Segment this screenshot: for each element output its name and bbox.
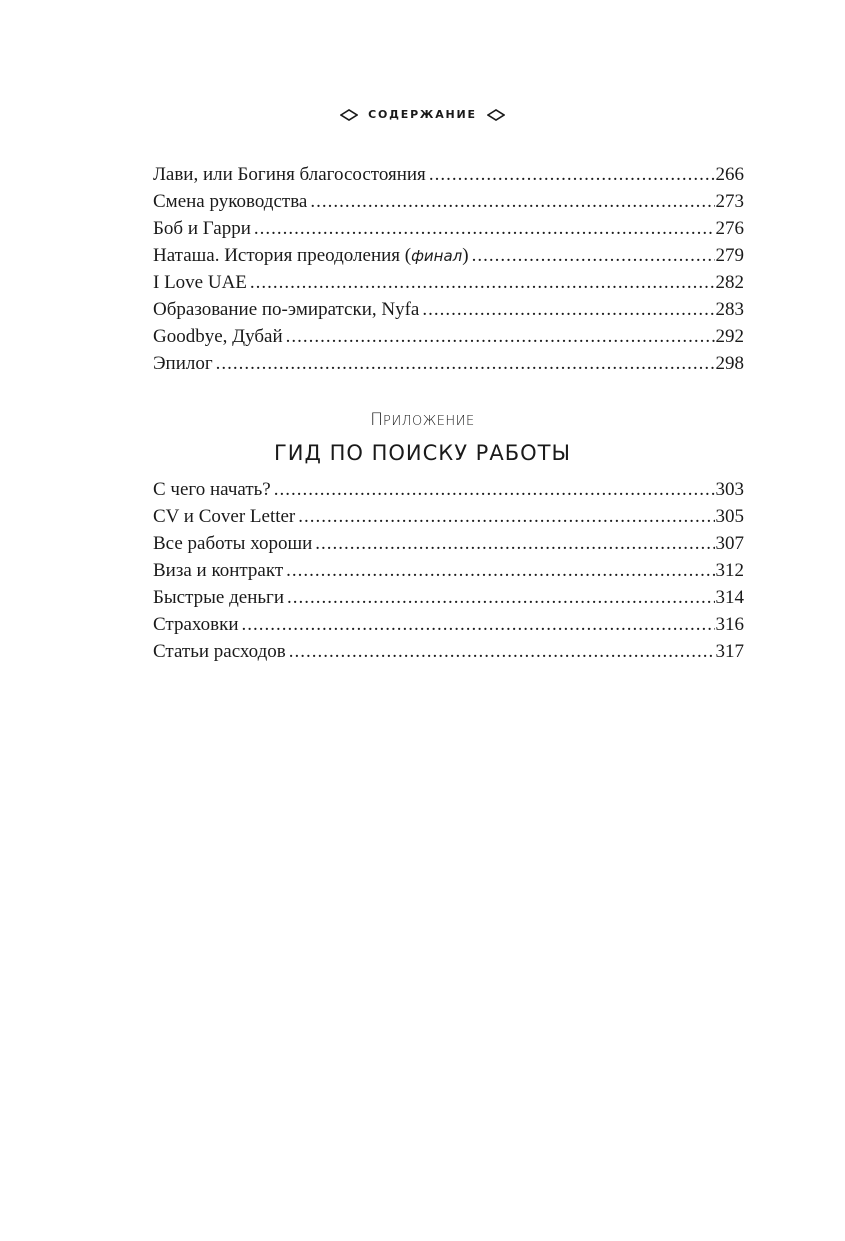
dot-leader	[310, 188, 714, 215]
dot-leader	[472, 242, 715, 269]
dot-leader	[298, 503, 714, 530]
running-head	[0, 108, 845, 121]
toc-entry	[153, 188, 744, 215]
toc-entry-page: 312	[715, 560, 744, 581]
toc-entry-title: Смена руководства	[153, 191, 308, 212]
toc-entry	[153, 584, 744, 611]
toc-entry-title: CV и Cover Letter	[153, 506, 296, 527]
dot-leader	[429, 161, 715, 188]
toc-entry-title-main: Наташа. История преодоления (	[153, 245, 412, 266]
appendix-kicker-rest: РИЛОЖЕНИЕ	[383, 414, 475, 429]
toc-entry-title: I Love UAE	[153, 272, 247, 293]
toc-entry-page: 314	[715, 587, 744, 608]
dot-leader	[286, 323, 715, 350]
toc-entry-title-emphasis: финал	[411, 247, 463, 265]
toc-entry-title: Эпилог	[153, 353, 213, 374]
toc-entry-page: 276	[715, 218, 744, 239]
toc-entry-title: Виза и контракт	[153, 560, 284, 581]
running-head-title: СОДЕРЖАНИЕ	[368, 108, 477, 121]
toc-entry-title	[153, 242, 469, 270]
diamond-ornament-icon	[340, 109, 358, 121]
dot-leader	[287, 584, 715, 611]
toc-entry-page: 279	[715, 245, 744, 266]
toc-entry-page: 273	[715, 191, 744, 212]
toc-entry-title: Лави, или Богиня благосостояния	[153, 164, 426, 185]
appendix-title: ГИД ПО ПОИСКУ РАБОТЫ	[274, 441, 571, 465]
toc-entry-title: Страховки	[153, 614, 239, 635]
toc-entry	[153, 476, 744, 503]
toc-entry-page: 305	[715, 506, 744, 527]
toc-list-main	[153, 161, 744, 377]
toc-entry-page: 283	[715, 299, 744, 320]
toc-entry	[153, 323, 744, 350]
toc-entry	[153, 557, 744, 584]
toc-entry-title: Статьи расходов	[153, 641, 286, 662]
toc-entry-title-tail: )	[462, 245, 469, 266]
toc-entry-title: Goodbye, Дубай	[153, 326, 283, 347]
toc-entry-title: Все работы хороши	[153, 533, 313, 554]
toc-entry	[153, 215, 744, 242]
toc-entry	[153, 611, 744, 638]
toc-entry	[153, 161, 744, 188]
toc-entry	[153, 350, 744, 377]
toc-entry	[153, 242, 744, 269]
dot-leader	[286, 557, 714, 584]
toc-entry-page: 316	[715, 614, 744, 635]
toc-entry	[153, 296, 744, 323]
dot-leader	[274, 476, 715, 503]
toc-entry-title: Образование по-эмиратски, Nyfa	[153, 299, 420, 320]
dot-leader	[250, 269, 715, 296]
diamond-ornament-icon	[487, 109, 505, 121]
toc-entry-page: 303	[715, 479, 744, 500]
toc-entry-page: 307	[715, 533, 744, 554]
toc-entry-page: 292	[715, 326, 744, 347]
toc-entry-title: Боб и Гарри	[153, 218, 251, 239]
toc-entry	[153, 638, 744, 665]
appendix-kicker-initial: П	[370, 410, 384, 430]
dot-leader	[242, 611, 715, 638]
toc-entry-page: 266	[715, 164, 744, 185]
dot-leader	[422, 296, 714, 323]
toc-entry-page: 282	[715, 272, 744, 293]
toc-list-appendix	[153, 476, 744, 665]
toc-entry	[153, 269, 744, 296]
toc-entry	[153, 530, 744, 557]
toc-entry-title: С чего начать?	[153, 479, 271, 500]
appendix-heading	[0, 408, 845, 468]
appendix-kicker	[0, 408, 845, 434]
toc-entry-page: 317	[715, 641, 744, 662]
dot-leader	[216, 350, 715, 377]
dot-leader	[289, 638, 715, 665]
dot-leader	[315, 530, 714, 557]
toc-entry-title: Быстрые деньги	[153, 587, 284, 608]
dot-leader	[254, 215, 715, 242]
toc-entry	[153, 503, 744, 530]
toc-entry-page: 298	[715, 353, 744, 374]
